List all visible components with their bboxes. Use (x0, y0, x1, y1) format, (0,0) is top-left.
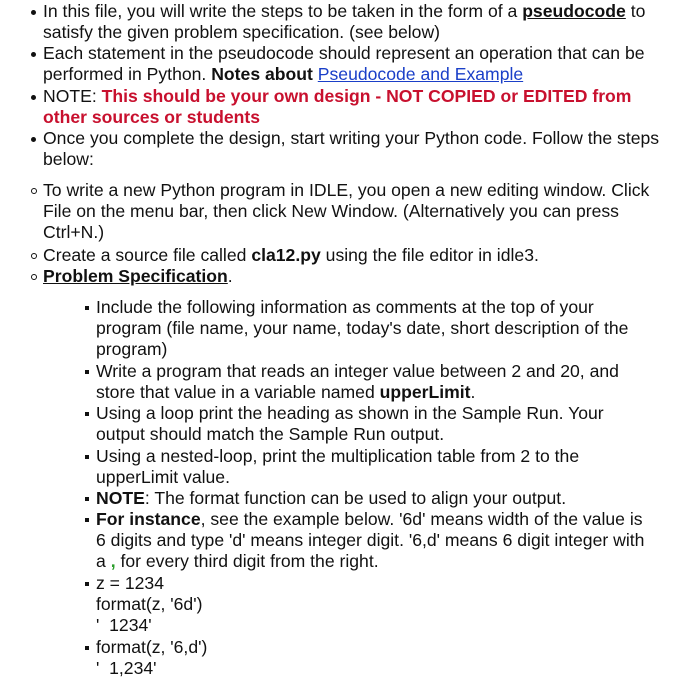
item-text: : The format function can be used to align your output. (144, 488, 567, 508)
filename: cla12.py (251, 245, 321, 265)
instance-label: For instance (96, 509, 201, 529)
code-line: format(z, '6,d') (96, 637, 208, 657)
code-example (96, 637, 656, 679)
spec-item (96, 297, 656, 361)
bullet-square-icon (82, 573, 92, 593)
spec-item (96, 361, 656, 403)
item-text: Using a loop print the heading as shown in the Sample Run. Your output should match the Sample Run output. (96, 403, 604, 445)
note-label: NOTE (96, 488, 145, 508)
item-text: To write a new Python program in IDLE, you open a new editing window. Click File on the menu bar, then click New Window. (Alternatively you can press Ctrl+N.) (43, 180, 650, 243)
bullet-ring-icon (29, 245, 39, 265)
bullet-square-icon (82, 509, 92, 529)
bullet-item (43, 86, 663, 128)
code-output: ' 1234' (96, 615, 152, 636)
bullet-dot-icon (29, 128, 39, 148)
pseudocode-example-link[interactable]: Pseudocode and Example (317, 64, 524, 85)
spec-item (96, 403, 656, 445)
item-text: Include the following information as comments at the top of your program (file name, your name, today's date, short description of the program) (96, 297, 629, 360)
bullet-item (43, 128, 663, 170)
warning-text: This should be your own design - NOT COPIED or EDITED from other sources or students (43, 86, 632, 128)
spec-item (96, 509, 656, 573)
bullet-dot-icon (29, 1, 39, 21)
item-text: Create a source file called (43, 245, 252, 265)
item-text: Each statement in the pseudocode should represent an operation that can be performed in Python. (43, 43, 645, 85)
sub-bullet-item (43, 266, 663, 287)
bullet-square-icon (82, 297, 92, 317)
sub-bullet-item (43, 245, 663, 266)
comma-mark: , (110, 551, 116, 572)
bullet-square-icon (82, 403, 92, 423)
variable-name: upperLimit (379, 382, 471, 403)
item-text: to satisfy the given problem specification. (see below) (43, 1, 646, 43)
item-text: . (227, 266, 233, 286)
bullet-square-icon (82, 361, 92, 381)
item-text: Using a nested-loop, print the multiplication table from 2 to the upperLimit value. (96, 446, 580, 488)
code-line: z = 1234 (96, 573, 164, 593)
spec-item (96, 446, 656, 488)
item-text: Write a program that reads an integer value between 2 and 20, and store that value in a variable named (96, 361, 619, 403)
notes-label: Notes about (211, 64, 313, 85)
pseudocode-term: pseudocode (522, 1, 626, 21)
section-heading: Problem Specification (43, 266, 228, 286)
bullet-dot-icon (29, 86, 39, 106)
item-text: Once you complete the design, start writing your Python code. Follow the steps below: (43, 128, 660, 170)
bullet-ring-icon (29, 180, 39, 200)
code-output: ' 1,234' (96, 658, 157, 679)
bullet-square-icon (82, 488, 92, 508)
item-text: . (470, 382, 476, 403)
code-line: format(z, '6d') (96, 594, 203, 615)
bullet-dot-icon (29, 43, 39, 63)
bullet-item (43, 1, 663, 43)
item-text: In this file, you will write the steps to be taken in the form of a (43, 1, 523, 21)
item-text: using the file editor in idle3. (320, 245, 539, 265)
bullet-item (43, 43, 663, 85)
sub-bullet-item (43, 180, 663, 244)
code-example (96, 573, 656, 637)
item-text: NOTE: (43, 86, 102, 106)
item-text: for every third digit from the right. (115, 551, 379, 572)
bullet-ring-icon (29, 266, 39, 286)
bullet-square-icon (82, 637, 92, 657)
bullet-square-icon (82, 446, 92, 466)
spec-item (96, 488, 656, 509)
item-text: , see the example below. '6d' means width of the value is 6 digits and type 'd' means integer digit. '6,d' means 6 digit integer with a (96, 509, 645, 572)
